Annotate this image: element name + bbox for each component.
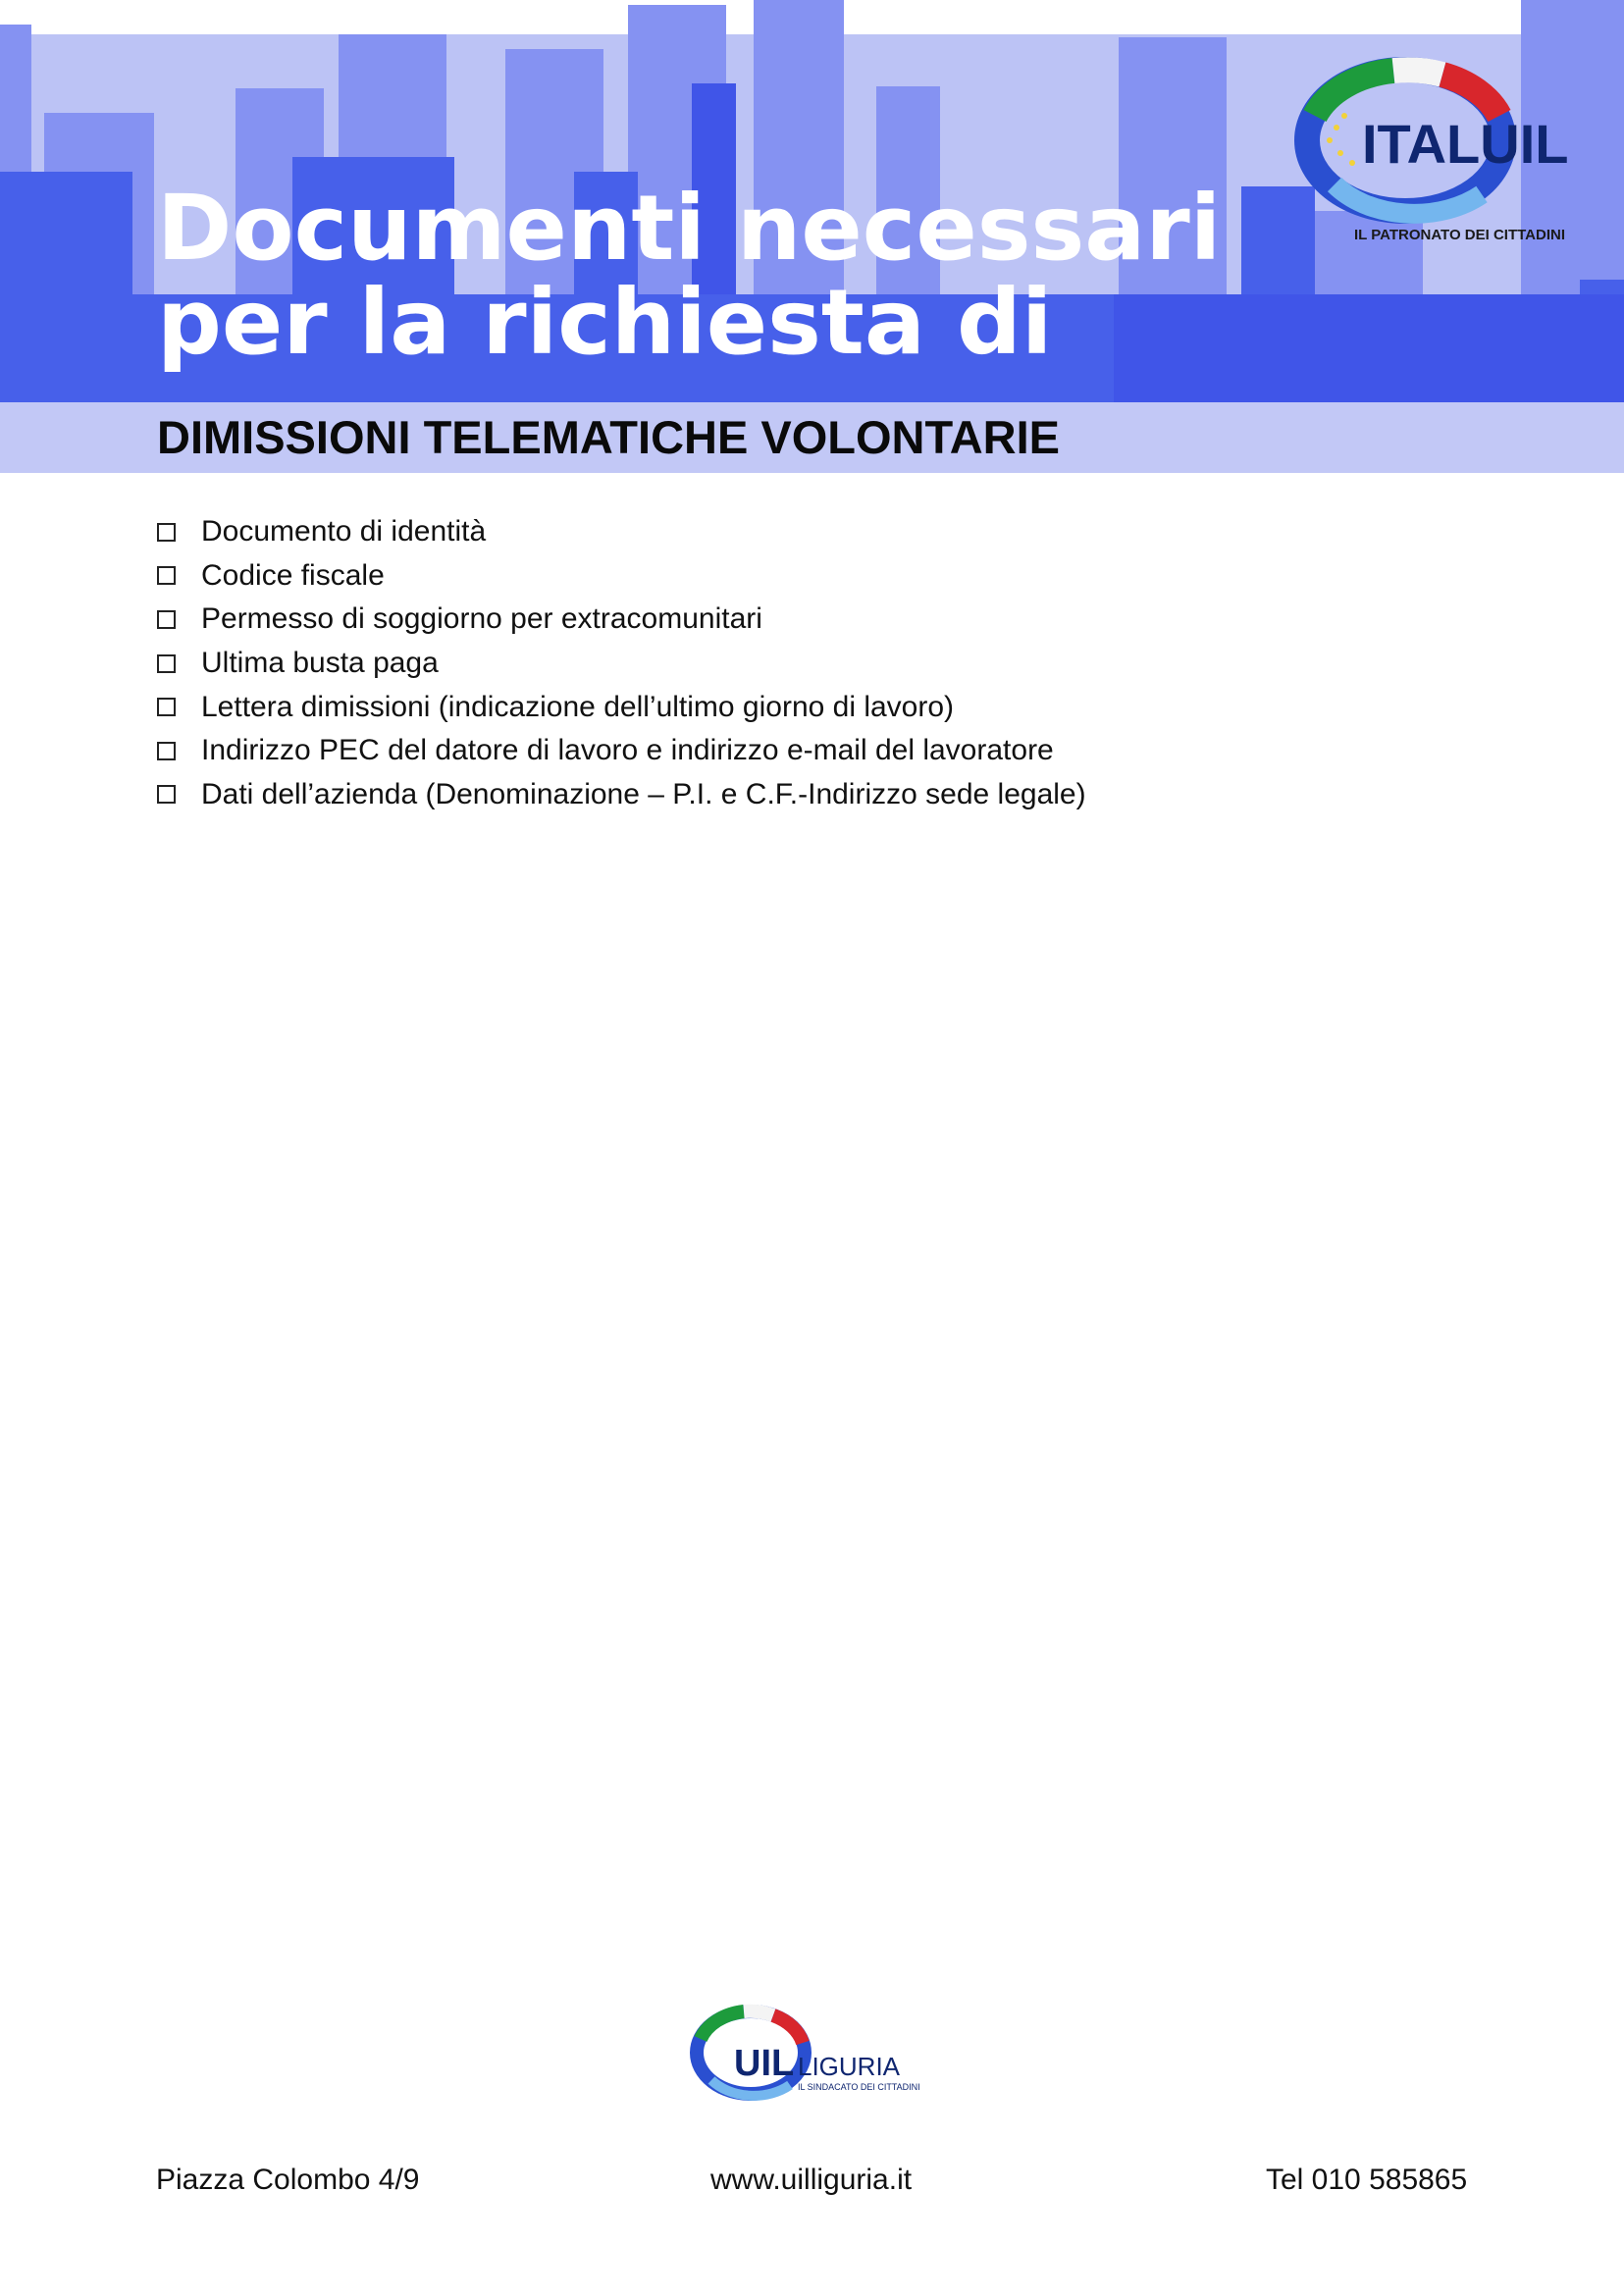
liguria-wordmark: LIGURIA bbox=[798, 2052, 901, 2081]
checkbox bbox=[157, 698, 176, 716]
checkbox bbox=[157, 610, 176, 629]
title-line-1: Documenti necessari bbox=[157, 176, 1222, 281]
footer-website-link[interactable]: www.uilliguria.it bbox=[710, 2164, 913, 2196]
uil-liguria-logo bbox=[687, 1992, 932, 2119]
checkbox bbox=[157, 742, 176, 760]
checkbox bbox=[157, 566, 176, 585]
checklist-item-label: Dati dell’azienda (Denominazione – P.I. e C.F.-Indirizzo sede legale) bbox=[201, 777, 1086, 810]
checklist-item bbox=[157, 642, 1086, 686]
italuil-logo bbox=[1276, 37, 1599, 253]
checklist-item bbox=[157, 554, 1086, 599]
footer-phone: Tel 010 585865 bbox=[1266, 2164, 1468, 2196]
document-checklist bbox=[157, 510, 1086, 816]
checkbox bbox=[157, 785, 176, 804]
italuil-wordmark: ITALUIL bbox=[1362, 113, 1569, 175]
checklist-item bbox=[157, 729, 1086, 773]
uil-tagline: IL SINDACATO DEI CITTADINI bbox=[798, 2082, 920, 2092]
checkbox bbox=[157, 523, 176, 542]
checklist-item-label: Ultima busta paga bbox=[201, 647, 439, 680]
checklist-item-label: Lettera dimissioni (indicazione dell’ultimo giorno di lavoro) bbox=[201, 690, 955, 723]
checklist-item-label: Documento di identità bbox=[201, 515, 487, 548]
checklist-item bbox=[157, 773, 1086, 817]
page-subtitle: DIMISSIONI TELEMATICHE VOLONTARIE bbox=[157, 411, 1060, 463]
title-line-2: per la richiesta di bbox=[157, 270, 1053, 375]
checklist-item-label: Codice fiscale bbox=[201, 558, 385, 592]
footer-address: Piazza Colombo 4/9 bbox=[156, 2164, 420, 2196]
uil-wordmark: UIL bbox=[734, 2043, 795, 2084]
header-banner bbox=[0, 0, 1624, 402]
checkbox bbox=[157, 654, 176, 673]
checklist-item-label: Permesso di soggiorno per extracomunitari bbox=[201, 602, 762, 636]
checklist-item bbox=[157, 510, 1086, 554]
italuil-tagline: IL PATRONATO DEI CITTADINI bbox=[1354, 227, 1565, 243]
checklist-item bbox=[157, 598, 1086, 642]
checklist-item bbox=[157, 685, 1086, 729]
checklist-item-label: Indirizzo PEC del datore di lavoro e indirizzo e-mail del lavoratore bbox=[201, 734, 1054, 767]
page-title bbox=[157, 176, 1222, 375]
